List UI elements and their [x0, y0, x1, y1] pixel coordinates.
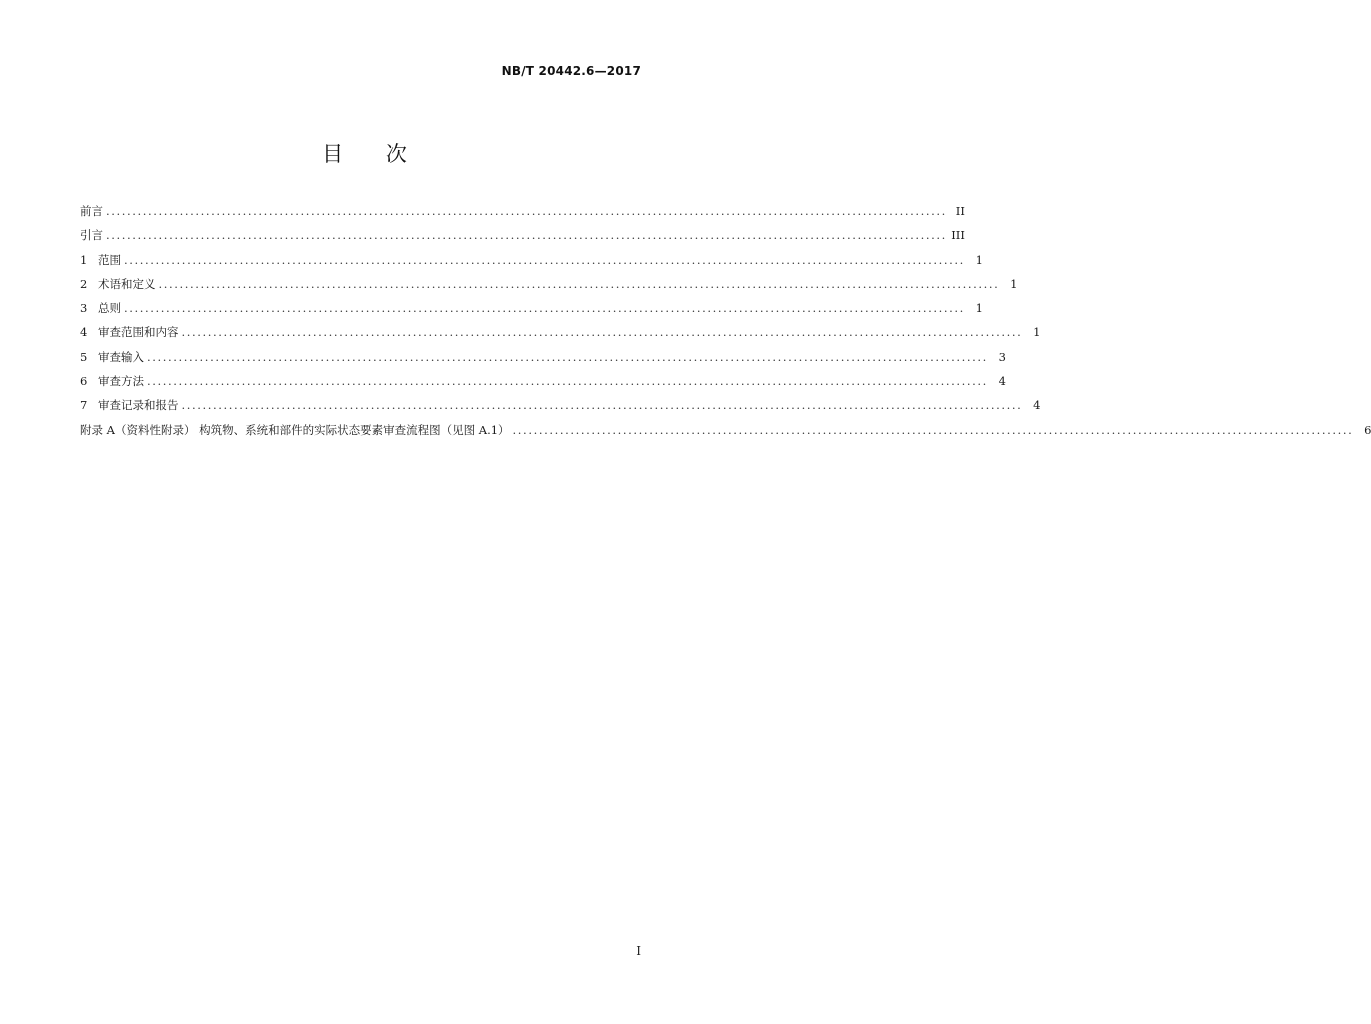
toc-entry-page: 4	[1033, 398, 1041, 413]
toc-entry-page: III	[951, 228, 965, 243]
toc-leader-dots: ................................................................................................................................................................	[106, 228, 947, 243]
toc-leader-dots: ................................................................................................................................................................	[147, 349, 988, 364]
page-number: I	[636, 944, 641, 958]
toc-entry-page: 4	[998, 374, 1006, 389]
toc-entry-page: II	[955, 204, 965, 218]
toc-entry[interactable]	[80, 393, 1041, 417]
toc-entry-title: 审查输入	[98, 349, 144, 364]
toc-leader-dots: ................................................................................................................................................................	[124, 252, 965, 267]
toc-entry[interactable]	[80, 369, 1006, 393]
toc-entry-number: 2	[80, 276, 88, 291]
toc-leader-dots: ................................................................................................................................................................	[124, 301, 965, 316]
toc-entry[interactable]	[80, 248, 983, 272]
toc-entry-title: 审查记录和报告	[98, 398, 179, 413]
toc-entry-title: 审查范围和内容	[98, 325, 179, 340]
toc-entry[interactable]	[80, 199, 965, 223]
toc-entry-title: 总则	[98, 301, 121, 316]
toc-entry[interactable]	[80, 418, 1371, 442]
toc-entry-page: 6	[1364, 422, 1371, 437]
page-title: 目 次	[322, 142, 425, 166]
toc-entry-number: 7	[80, 398, 88, 413]
toc-entry-page: 3	[998, 349, 1006, 364]
toc-leader-dots: ................................................................................................................................................................	[158, 276, 1000, 291]
toc-entry-title: 引言	[80, 228, 103, 243]
toc-leader-dots: ................................................................................................................................................................	[512, 422, 1354, 437]
toc-entry-page: 1	[975, 252, 983, 267]
toc-leader-dots: ................................................................................................................................................................	[181, 325, 1023, 340]
toc-entry-title: 附录 A（资料性附录） 构筑物、系统和部件的实际状态要素审查流程图（见图 A.1）	[80, 422, 510, 437]
toc-entry[interactable]	[80, 223, 965, 247]
toc-leader-dots: ................................................................................................................................................................	[181, 398, 1023, 413]
toc-entry[interactable]	[80, 345, 1006, 369]
toc-entry-number: 1	[80, 252, 88, 267]
standard-code: NB/T 20442.6—2017	[501, 64, 641, 78]
toc-entry-title: 范围	[98, 252, 121, 267]
toc-entry[interactable]	[80, 320, 1041, 344]
table-of-contents	[80, 199, 1371, 442]
toc-entry[interactable]	[80, 272, 1018, 296]
toc-leader-dots: ................................................................................................................................................................	[106, 204, 947, 218]
toc-entry-title: 审查方法	[98, 374, 144, 389]
toc-entry-number: 3	[80, 301, 88, 316]
toc-entry-page: 1	[1033, 325, 1041, 340]
toc-entry-page: 1	[1010, 276, 1018, 291]
toc-leader-dots: ................................................................................................................................................................	[147, 374, 988, 389]
toc-entry-page: 1	[975, 301, 983, 316]
toc-entry-title: 术语和定义	[98, 276, 156, 291]
toc-entry-number: 5	[80, 349, 88, 364]
toc-entry[interactable]	[80, 296, 983, 320]
toc-entry-number: 4	[80, 325, 88, 340]
toc-entry-title: 前言	[80, 204, 103, 218]
toc-entry-number: 6	[80, 374, 88, 389]
